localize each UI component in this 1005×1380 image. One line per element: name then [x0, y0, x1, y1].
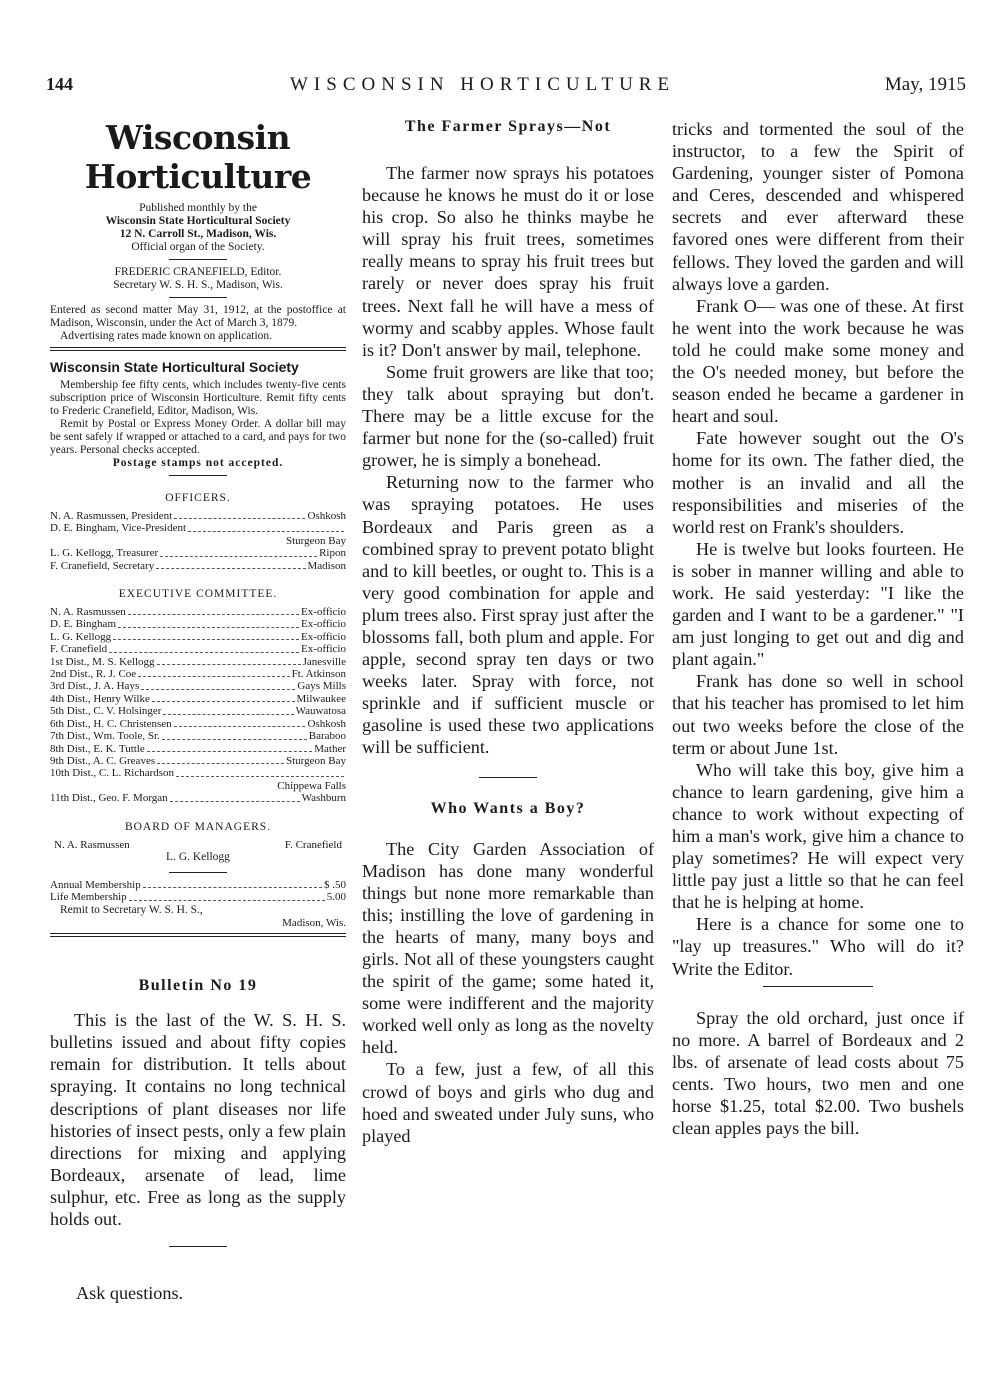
society-title: Wisconsin State Horticultural Society	[50, 359, 299, 375]
list-item: Sturgeon Bay	[286, 534, 346, 547]
boy-heading: Who Wants a Boy?	[430, 799, 586, 817]
ask-questions: Ask questions.	[76, 1283, 184, 1304]
divider	[763, 986, 873, 987]
paragraph: Some fruit growers are like that too; they talk about spraying but don't. There may be a little excuse for the farmer but none for the (so-called) fruit grower, he is simply a bonehead.	[362, 361, 654, 471]
list-item: 5th Dist., C. V. Holsinger Wauwatosa	[50, 705, 346, 718]
list-item: Chippewa Falls	[277, 779, 346, 792]
manager-name: N. A. Rasmussen	[54, 838, 130, 851]
list-item: 1st Dist., M. S. Kellogg Janesville	[50, 655, 346, 668]
list-item: D. E. Bingham Ex-officio	[50, 618, 346, 631]
list-item: 9th Dist., A. C. Greaves Sturgeon Bay	[50, 754, 346, 767]
list-item: 6th Dist., H. C. Christensen Oshkosh	[50, 717, 346, 730]
published-line: Published monthly by the	[139, 202, 257, 214]
officers-list	[50, 510, 346, 572]
list-item: 10th Dist., C. L. Richardson	[50, 767, 346, 779]
page-number: 144	[46, 74, 73, 94]
paragraph: tricks and tormented the soul of the instructor, to a few the Spirit of Gardening, younger sister of Pomona and Ceres, descended and whispered secrets and ever afterward these favored ones were different from their fellows. They loved the garden and will always love a garden.	[672, 119, 964, 294]
list-item: 8th Dist., E. K. Tuttle Mather	[50, 742, 346, 755]
paragraph: Returning now to the farmer who was spraying potatoes. He uses Bordeaux and Paris green as a combined spray to prevent potato blight and to kill beetles, or ought to. This is a very good combination for apple and plum trees also. First spray just after the blossoms fall, both plum and apple. For apple, second spray ten days or two weeks later. Spray with force, not sprinkle and if sufficient muscle or gasoline is used these two applications will be sufficient.	[362, 472, 654, 758]
middle-column	[362, 118, 654, 1147]
executive-heading: EXECUTIVE COMMITTEE.	[118, 588, 278, 601]
manager-name: L. G. Kellogg	[166, 850, 230, 863]
paragraph: Frank has done so well in school that his teacher has promised to let him out two weeks before the close of the term or about June 1st.	[672, 671, 964, 758]
list-item: N. A. Rasmussen, President Oshkosh	[50, 510, 346, 522]
paragraph: Here is a chance for some one to "lay up treasures." Who will do it? Write the Editor.	[672, 914, 964, 979]
divider	[169, 259, 227, 260]
page-header	[46, 74, 966, 104]
executive-list	[50, 606, 346, 805]
society-line: Wisconsin State Horticultural Society	[105, 215, 291, 227]
paragraph: To a few, just a few, of all this crowd of boys and girls who dug and hoed and sweated under July suns, who played	[362, 1059, 654, 1146]
double-rule	[50, 933, 346, 937]
paragraph: He is twelve but looks fourteen. He is sober in manner willing and able to work. He said yesterday: "I like the garden and I want to be a gardener." "I am just longing to get out and dig and plant again."	[672, 538, 964, 670]
fees-city: Madison, Wis.	[282, 916, 346, 929]
fees-remit: Remit to Secretary W. S. H. S.,	[60, 903, 203, 916]
managers-heading: BOARD OF MANAGERS.	[124, 820, 272, 833]
divider	[169, 475, 227, 476]
divider	[169, 297, 227, 298]
address-line: 12 N. Carroll St., Madison, Wis.	[119, 228, 277, 240]
divider	[169, 872, 227, 873]
fees-list	[50, 879, 346, 929]
paragraph: Fate however sought out the O's home for its own. The father died, the mother is an invalid and all the responsibilities and miseries of the world rest on Frank's shoulders.	[672, 428, 964, 537]
secretary-line: Secretary W. S. H. S., Madison, Wis.	[113, 279, 283, 291]
paragraph: Spray the old orchard, just once if no more. A barrel of Bordeaux and 2 lbs. of arsenate of lead costs about 75 cents. Two hours, two men and one horse $1.25, total $2.00. Two bushels clean apples pays the bill.	[672, 1007, 964, 1139]
manager-name: F. Cranefield	[284, 838, 342, 851]
left-column	[50, 118, 346, 1304]
list-item: Life Membership 5.00	[50, 891, 346, 904]
organ-line: Official organ of the Society.	[131, 241, 265, 253]
bulletin-heading: Bulletin No 19	[138, 977, 258, 995]
divider	[479, 777, 537, 778]
issue-date: May, 1915	[884, 74, 966, 95]
masthead: Wisconsin Horticulture	[84, 118, 312, 196]
list-item: N. A. Rasmussen Ex-officio	[50, 606, 346, 619]
advertising-notice: Advertising rates made known on application.	[60, 330, 273, 342]
farmer-heading: The Farmer Sprays—Not	[404, 118, 612, 135]
list-item: L. G. Kellogg Ex-officio	[50, 630, 346, 643]
paragraph: Frank O— was one of these. At first he went into the work because he was told he could make some money and the O's needed money, but before the season ended he became a gardener in heart and soul.	[672, 295, 964, 427]
postage-note: Postage stamps not accepted.	[112, 457, 284, 469]
editor-line: FREDERIC CRANEFIELD, Editor.	[114, 266, 282, 278]
list-item: 3rd Dist., J. A. Hays Gays Mills	[50, 680, 346, 693]
list-item: Annual Membership $ .50	[50, 878, 346, 891]
list-item: L. G. Kellogg, Treasurer Ripon	[50, 547, 346, 560]
list-item: 7th Dist., Wm. Toole, Sr. Baraboo	[50, 730, 346, 743]
running-title: WISCONSIN HORTICULTURE	[290, 74, 676, 95]
list-item: D. E. Bingham, Vice-President	[50, 522, 346, 534]
bulletin-text: This is the last of the W. S. H. S. bulletins issued and about fifty copies remain for distribution. It tells about spraying. It contains no long technical descriptions of plant diseases nor life histories of insect pests, only a few plain directions for mixing and applying Bordeaux, arsenate of lead, lime sulphur, etc. Free as long as the supply holds out.	[50, 1010, 346, 1229]
right-column	[672, 118, 964, 1139]
list-item: F. Cranefield Ex-officio	[50, 643, 346, 656]
list-item: F. Cranefield, Secretary Madison	[50, 559, 346, 572]
managers-row	[50, 839, 346, 851]
membership-text: Membership fee fifty cents, which includes twenty-five cents subscription price of Wisconsin Horticulture. Remit fifty cents to Frederic Cranefield, Editor, Madison, Wis.	[50, 379, 346, 417]
remit-text: Remit by Postal or Express Money Order. A dollar bill may be sent safely if wrapped or attached to a card, and pays for two years. Personal checks accepted.	[50, 418, 346, 456]
double-rule	[50, 347, 346, 351]
list-item: 4th Dist., Henry Wilke Milwaukee	[50, 692, 346, 705]
list-item: 2nd Dist., R. J. Coe Ft. Atkinson	[50, 668, 346, 681]
entered-notice: Entered as second matter May 31, 1912, at the postoffice at Madison, Wisconsin, under the Act of March 3, 1879.	[50, 304, 346, 329]
list-item: 11th Dist., Geo. F. Morgan Washburn	[50, 792, 346, 805]
paragraph: The City Garden Association of Madison has done many wonderful things but none more remarkable than this; instilling the love of gardening in the hearts of many, many boys and girls. Not all of these youngsters caught the spirit of the game; some hated it, some were indifferent and the majority worked well only as long as the novelty held.	[362, 838, 654, 1058]
paragraph: The farmer now sprays his potatoes because he knows he must do it or lose his crop. So also he thinks maybe he will spray his fruit trees, sometimes really means to spray his fruit trees but rarely or never does spray his fruit trees. Next fall he will have a mess of wormy and scabby apples. Whose fault is it? Don't answer by mail, telephone.	[362, 163, 654, 360]
divider	[169, 1246, 227, 1247]
paragraph: Who will take this boy, give him a chance to learn gardening, give him a chance to work without expecting of him a man's work, give him a chance to play sometimes? He will expect very little pay just a little so that he can feel that he is helping at home.	[672, 759, 964, 913]
officers-heading: OFFICERS.	[165, 492, 231, 504]
